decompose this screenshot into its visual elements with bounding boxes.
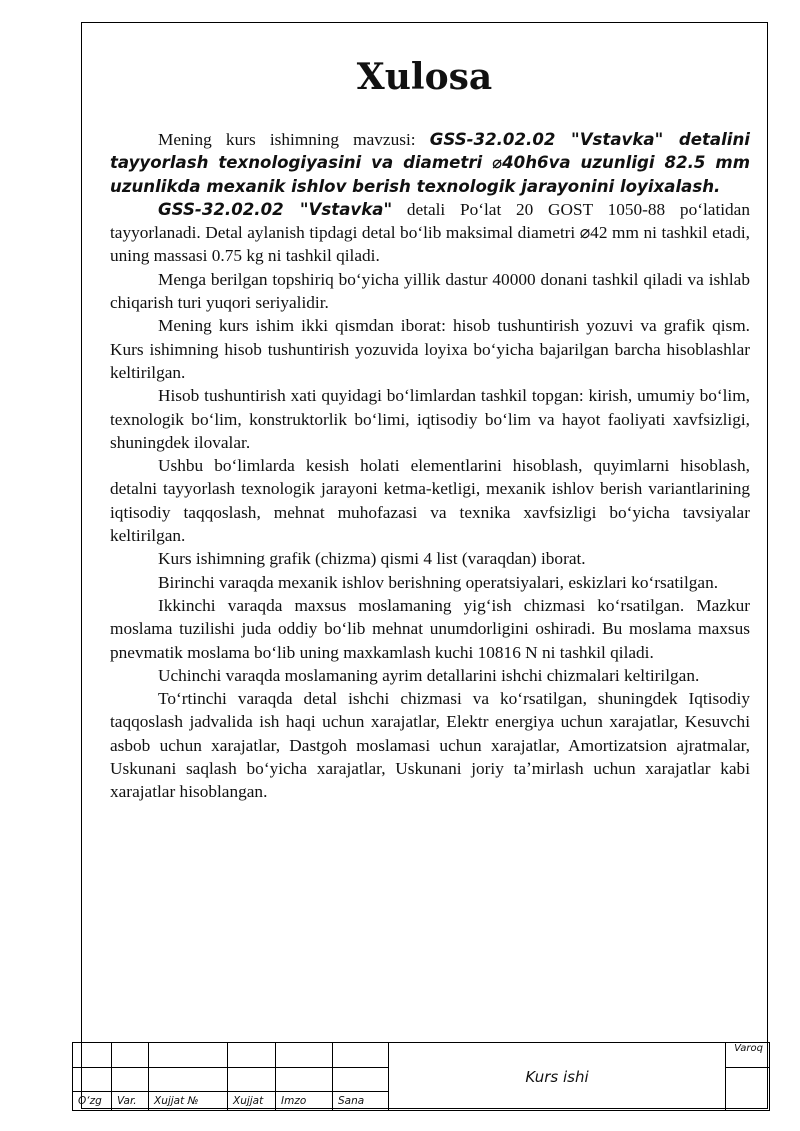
stamp-cell [228,1043,276,1068]
detail-highlight: GSS-32.02.02 "Vstavka" [158,199,393,219]
stamp-col-label: Xujjat [228,1092,276,1111]
title-block [72,1042,770,1111]
document-body [110,128,750,804]
stamp-cell [112,1068,149,1092]
paragraph-topic [110,128,750,198]
paragraph: Toʻrtinchi varaqda detal ishchi chizmasi va koʻrsatilgan, shuningdek Iqtisodiy taqqoslash jadvalida ish haqi uchun xarajatlar, Elektr energiya uchun xarajatlar, Kesuvchi asbob uchun xarajatlar, Dastgoh moslamasi uchun xarajatlar, Amortizatsion ajratmalar, Uskunani saqlash boʻyicha xarajatlar, Uskunani joriy taʼmirlash uchun xarajatlar kabi xarajatlar hisoblangan. [110,689,750,802]
paragraph: Ikkinchi varaqda maxsus moslamaning yigʻish chizmasi koʻrsatilgan. Mazkur moslama tuzilishi juda oddiy boʻlib mehnat unumdorligini oshiradi. Bu moslama maxsus pnevmatik moslama boʻlib uning maxkamlash kuchi 10816 N ni tashkil qiladi. [110,595,750,662]
paragraph: Uchinchi varaqda moslamaning ayrim detallarini ishchi chizmalari keltirilgan. [158,665,700,685]
paragraph-text: detali Poʻlat 20 GOST 1050-88 poʻlatidan tayyorlanadi. Detal aylanish tipdagi detal boʻlib maksimal diametri ⌀42 mm ni tashkil etadi, uning massasi 0.75 kg ni tashkil qiladi. [110,199,750,266]
topic-highlight: GSS-32.02.02 "Vstavka" detalini tayyorlash texnologiyasini va diametri ⌀40h6va uzunligi 82.5 mm uzunlikda mexanik ishlov berish texnologik jarayonini loyixalash. [110,130,750,196]
paragraph: Birinchi varaqda mexanik ishlov berishning operatsiyalari, eskizlari koʻrsatilgan. [158,572,719,592]
paragraph: Hisob tushuntirish xati quyidagi boʻlimlardan tashkil topgan: kirish, umumiy boʻlim, texnologik boʻlim, konstruktorlik boʻlimi, iqtisodiy boʻlim va hayot faoliyati xavfsizligi, shuningdek ilovalar. [110,386,750,452]
paragraph: Kurs ishimning grafik (chizma) qismi 4 list (varaqdan) iborat. [158,549,586,569]
stamp-col-label: O‘zg [73,1092,112,1111]
stamp-col-label: Sana [333,1092,389,1111]
stamp-cell [149,1043,228,1068]
stamp-sheet-label: Varoq [726,1043,770,1068]
page-title: Xulosa [356,56,493,98]
paragraph: Ushbu boʻlimlarda kesish holati elementlarini hisoblash, quyimlarni hisoblash, detalni tayyorlash texnologik jarayoni ketma-ketligi, mexanik ishlov berish variantlarining iqtisodiy taqqoslash, mehnat muhofazasi va texnika xavfsizligi boʻyicha tavsiyalar keltirilgan. [110,456,750,546]
stamp-sheet-number [726,1068,770,1111]
paragraph: Mening kurs ishim ikki qismdan iborat: hisob tushuntirish yozuvi va grafik qism. Kurs ishimning hisob tushuntirish yozuvida loyixa boʻyicha bajarilgan barcha hisoblashlar keltirilgan. [110,316,750,382]
stamp-cell [112,1043,149,1068]
stamp-cell [333,1043,389,1068]
stamp-cell [333,1068,389,1092]
stamp-cell [276,1068,333,1092]
paragraph-detail [110,198,750,268]
stamp-doc-title: Kurs ishi [389,1043,726,1111]
paragraph-text: Mening kurs ishimning mavzusi: [158,130,430,149]
stamp-cell [276,1043,333,1068]
stamp-cell [73,1068,112,1092]
stamp-col-label: Var. [112,1092,149,1111]
stamp-cell [149,1068,228,1092]
stamp-col-label: Imzo [276,1092,333,1111]
paragraph: Menga berilgan topshiriq boʻyicha yillik dastur 40000 donani tashkil qiladi va ishlab chiqarish turi yuqori seriyalidir. [110,269,750,313]
stamp-cell [73,1043,112,1068]
stamp-col-label: Xujjat № [149,1092,228,1111]
stamp-cell [228,1068,276,1092]
